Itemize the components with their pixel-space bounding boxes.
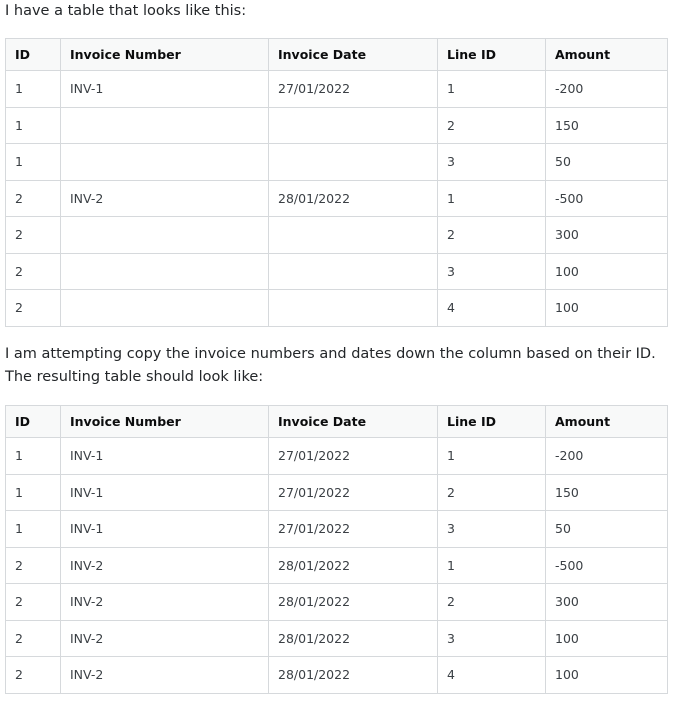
cell-line-id: 3 (438, 144, 546, 181)
cell-id: 1 (6, 511, 61, 548)
cell-invoice-number: INV-1 (61, 474, 269, 511)
cell-id: 2 (6, 547, 61, 584)
column-header-id: ID (6, 39, 61, 71)
table-row (6, 144, 668, 181)
column-header-invoice-date: Invoice Date (269, 39, 438, 71)
cell-line-id: 2 (438, 474, 546, 511)
column-header-invoice-number: Invoice Number (61, 406, 269, 438)
cell-invoice-number (61, 290, 269, 327)
cell-amount: -200 (546, 71, 668, 108)
cell-invoice-number: INV-1 (61, 511, 269, 548)
cell-line-id: 3 (438, 253, 546, 290)
cell-amount: 150 (546, 474, 668, 511)
cell-invoice-date: 27/01/2022 (269, 474, 438, 511)
cell-line-id: 2 (438, 217, 546, 254)
cell-line-id: 1 (438, 547, 546, 584)
cell-invoice-number: INV-1 (61, 438, 269, 475)
cell-invoice-number: INV-2 (61, 657, 269, 694)
cell-amount: 150 (546, 107, 668, 144)
cell-line-id: 1 (438, 71, 546, 108)
cell-id: 1 (6, 71, 61, 108)
cell-line-id: 3 (438, 620, 546, 657)
cell-amount: 100 (546, 290, 668, 327)
intro-paragraph: I have a table that looks like this: (5, 3, 247, 19)
cell-id: 2 (6, 290, 61, 327)
table-row (6, 511, 668, 548)
cell-line-id: 1 (438, 180, 546, 217)
table-row (6, 584, 668, 621)
cell-amount: 100 (546, 620, 668, 657)
cell-invoice-date (269, 107, 438, 144)
cell-invoice-date: 28/01/2022 (269, 657, 438, 694)
cell-invoice-number (61, 144, 269, 181)
cell-invoice-number: INV-2 (61, 180, 269, 217)
column-header-line-id: Line ID (438, 406, 546, 438)
table-header-row (6, 406, 668, 438)
table-row (6, 253, 668, 290)
cell-invoice-number: INV-2 (61, 620, 269, 657)
cell-line-id: 4 (438, 290, 546, 327)
cell-amount: 50 (546, 144, 668, 181)
cell-line-id: 2 (438, 107, 546, 144)
table-row (6, 217, 668, 254)
cell-invoice-number: INV-2 (61, 584, 269, 621)
cell-id: 1 (6, 438, 61, 475)
cell-id: 2 (6, 620, 61, 657)
cell-amount: 100 (546, 253, 668, 290)
table-row (6, 180, 668, 217)
cell-invoice-date: 27/01/2022 (269, 511, 438, 548)
table-row (6, 474, 668, 511)
cell-id: 1 (6, 107, 61, 144)
column-header-id: ID (6, 406, 61, 438)
cell-invoice-number (61, 107, 269, 144)
cell-invoice-date: 27/01/2022 (269, 438, 438, 475)
cell-amount: 300 (546, 584, 668, 621)
cell-line-id: 3 (438, 511, 546, 548)
cell-id: 2 (6, 217, 61, 254)
cell-amount: -200 (546, 438, 668, 475)
cell-id: 2 (6, 180, 61, 217)
table-before (5, 38, 668, 327)
cell-invoice-number: INV-1 (61, 71, 269, 108)
cell-invoice-date: 28/01/2022 (269, 547, 438, 584)
cell-invoice-date (269, 253, 438, 290)
cell-invoice-date: 28/01/2022 (269, 180, 438, 217)
table-header-row (6, 39, 668, 71)
cell-amount: -500 (546, 180, 668, 217)
cell-id: 2 (6, 253, 61, 290)
cell-id: 1 (6, 144, 61, 181)
table-row (6, 657, 668, 694)
middle-paragraph: I am attempting copy the invoice numbers and dates down the column based on their ID. The resulting table should look like: (5, 346, 656, 385)
cell-id: 2 (6, 657, 61, 694)
table-after (5, 405, 668, 694)
column-header-amount: Amount (546, 406, 668, 438)
cell-invoice-date: 28/01/2022 (269, 620, 438, 657)
cell-line-id: 2 (438, 584, 546, 621)
column-header-amount: Amount (546, 39, 668, 71)
cell-invoice-date: 28/01/2022 (269, 584, 438, 621)
column-header-invoice-number: Invoice Number (61, 39, 269, 71)
table-row (6, 71, 668, 108)
cell-amount: 300 (546, 217, 668, 254)
cell-id: 2 (6, 584, 61, 621)
cell-invoice-number (61, 253, 269, 290)
cell-line-id: 4 (438, 657, 546, 694)
column-header-line-id: Line ID (438, 39, 546, 71)
cell-line-id: 1 (438, 438, 546, 475)
table-row (6, 620, 668, 657)
cell-invoice-date (269, 144, 438, 181)
cell-amount: -500 (546, 547, 668, 584)
table-row (6, 438, 668, 475)
cell-invoice-date (269, 290, 438, 327)
cell-invoice-date: 27/01/2022 (269, 71, 438, 108)
table-row (6, 290, 668, 327)
cell-invoice-date (269, 217, 438, 254)
cell-invoice-number: INV-2 (61, 547, 269, 584)
cell-id: 1 (6, 474, 61, 511)
table-row (6, 547, 668, 584)
column-header-invoice-date: Invoice Date (269, 406, 438, 438)
table-row (6, 107, 668, 144)
cell-invoice-number (61, 217, 269, 254)
cell-amount: 100 (546, 657, 668, 694)
cell-amount: 50 (546, 511, 668, 548)
